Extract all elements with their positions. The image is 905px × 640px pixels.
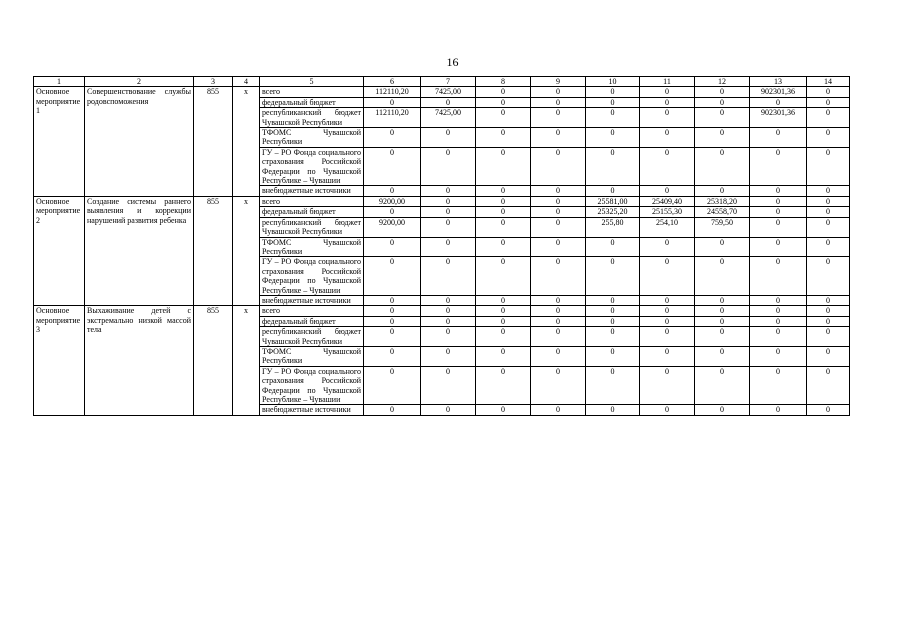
event-description: Выхаживание детей с экстремально низкой массой тела xyxy=(85,306,194,415)
amount-cell: 0 xyxy=(531,207,586,217)
amount-cell: 0 xyxy=(531,186,586,196)
amount-cell: 902301,36 xyxy=(750,108,807,128)
amount-cell: 0 xyxy=(807,97,850,107)
amount-cell: 0 xyxy=(695,186,750,196)
amount-cell: 0 xyxy=(640,87,695,97)
column-number: 2 xyxy=(85,77,194,87)
amount-cell: 0 xyxy=(476,405,531,415)
amount-cell: 0 xyxy=(364,366,421,405)
amount-cell: 0 xyxy=(695,108,750,128)
amount-cell: 0 xyxy=(807,186,850,196)
amount-cell: 0 xyxy=(531,346,586,366)
amount-cell: 254,10 xyxy=(640,217,695,237)
amount-cell: 0 xyxy=(807,346,850,366)
amount-cell: 0 xyxy=(476,295,531,305)
amount-cell: 25325,20 xyxy=(586,207,640,217)
amount-cell: 0 xyxy=(640,327,695,347)
budget-code: 855 xyxy=(194,87,233,196)
amount-cell: 0 xyxy=(640,237,695,257)
table-row xyxy=(34,87,850,97)
amount-cell: 0 xyxy=(421,366,476,405)
amount-cell: 0 xyxy=(364,306,421,316)
amount-cell: 0 xyxy=(750,295,807,305)
amount-cell: 0 xyxy=(531,97,586,107)
amount-cell: 0 xyxy=(750,207,807,217)
amount-cell: 7425,00 xyxy=(421,87,476,97)
amount-cell: 0 xyxy=(476,108,531,128)
amount-cell: 0 xyxy=(364,147,421,186)
amount-cell: 0 xyxy=(586,87,640,97)
amount-cell: 0 xyxy=(695,97,750,107)
amount-cell: 0 xyxy=(586,405,640,415)
amount-cell: 0 xyxy=(421,186,476,196)
amount-cell: 25155,30 xyxy=(640,207,695,217)
amount-cell: 0 xyxy=(531,237,586,257)
amount-cell: 0 xyxy=(586,306,640,316)
column-number: 5 xyxy=(260,77,364,87)
amount-cell: 25409,40 xyxy=(640,196,695,206)
amount-cell: 0 xyxy=(364,237,421,257)
amount-cell: 0 xyxy=(807,217,850,237)
amount-cell: 0 xyxy=(640,257,695,296)
funding-source: внебюджетные источники xyxy=(260,405,364,415)
column-number: 6 xyxy=(364,77,421,87)
amount-cell: 0 xyxy=(421,327,476,347)
amount-cell: 0 xyxy=(421,217,476,237)
amount-cell: 0 xyxy=(640,97,695,107)
event-description: Создание системы раннего выявления и коррекции нарушений развития ребенка xyxy=(85,196,194,305)
amount-cell: 0 xyxy=(695,147,750,186)
amount-cell: 0 xyxy=(364,295,421,305)
funding-source: федеральный бюджет xyxy=(260,207,364,217)
amount-cell: 902301,36 xyxy=(750,87,807,97)
column-number: 3 xyxy=(194,77,233,87)
budget-code: 855 xyxy=(194,306,233,415)
funding-source: внебюджетные источники xyxy=(260,295,364,305)
amount-cell: 0 xyxy=(695,128,750,148)
amount-cell: 0 xyxy=(364,257,421,296)
amount-cell: 112110,20 xyxy=(364,108,421,128)
amount-cell: 0 xyxy=(586,327,640,347)
amount-cell: 0 xyxy=(364,207,421,217)
funding-source: ТФОМС Чувашской Республики xyxy=(260,237,364,257)
amount-cell: 0 xyxy=(640,405,695,415)
column-number: 14 xyxy=(807,77,850,87)
amount-cell: 25581,00 xyxy=(586,196,640,206)
amount-cell: 0 xyxy=(807,237,850,257)
amount-cell: 0 xyxy=(695,366,750,405)
amount-cell: 0 xyxy=(476,147,531,186)
amount-cell: 0 xyxy=(421,237,476,257)
amount-cell: 0 xyxy=(695,327,750,347)
amount-cell: 0 xyxy=(421,405,476,415)
amount-cell: 0 xyxy=(586,108,640,128)
amount-cell: 0 xyxy=(531,196,586,206)
amount-cell: 0 xyxy=(750,97,807,107)
amount-cell: 0 xyxy=(586,366,640,405)
amount-cell: 0 xyxy=(476,207,531,217)
amount-cell: 0 xyxy=(586,128,640,148)
amount-cell: 0 xyxy=(807,108,850,128)
amount-cell: 0 xyxy=(421,207,476,217)
amount-cell: 0 xyxy=(695,257,750,296)
column-number: 10 xyxy=(586,77,640,87)
amount-cell: 0 xyxy=(750,366,807,405)
mark-cell: х xyxy=(233,196,260,305)
funding-table xyxy=(33,76,850,416)
amount-cell: 0 xyxy=(640,346,695,366)
amount-cell: 0 xyxy=(586,237,640,257)
amount-cell: 0 xyxy=(807,316,850,326)
amount-cell: 759,50 xyxy=(695,217,750,237)
amount-cell: 0 xyxy=(364,346,421,366)
amount-cell: 0 xyxy=(476,306,531,316)
column-number: 7 xyxy=(421,77,476,87)
amount-cell: 0 xyxy=(807,306,850,316)
funding-source: внебюджетные источники xyxy=(260,186,364,196)
column-number-row xyxy=(34,77,850,87)
amount-cell: 0 xyxy=(364,186,421,196)
amount-cell: 0 xyxy=(807,405,850,415)
amount-cell: 0 xyxy=(476,87,531,97)
mark-cell: х xyxy=(233,306,260,415)
amount-cell: 0 xyxy=(531,108,586,128)
amount-cell: 0 xyxy=(807,295,850,305)
column-number: 1 xyxy=(34,77,85,87)
amount-cell: 0 xyxy=(476,97,531,107)
amount-cell: 0 xyxy=(750,346,807,366)
amount-cell: 255,80 xyxy=(586,217,640,237)
amount-cell: 0 xyxy=(807,87,850,97)
mark-cell: х xyxy=(233,87,260,196)
funding-source: республиканский бюджет Чувашской Республики xyxy=(260,327,364,347)
amount-cell: 0 xyxy=(640,316,695,326)
amount-cell: 0 xyxy=(750,306,807,316)
funding-source: республиканский бюджет Чувашской Республики xyxy=(260,217,364,237)
amount-cell: 9200,00 xyxy=(364,196,421,206)
event-title: Основное мероприятие 3 xyxy=(34,306,85,415)
amount-cell: 0 xyxy=(750,128,807,148)
amount-cell: 0 xyxy=(421,346,476,366)
amount-cell: 0 xyxy=(476,257,531,296)
amount-cell: 0 xyxy=(750,217,807,237)
amount-cell: 0 xyxy=(695,405,750,415)
amount-cell: 0 xyxy=(586,147,640,186)
amount-cell: 0 xyxy=(586,97,640,107)
amount-cell: 0 xyxy=(807,207,850,217)
amount-cell: 0 xyxy=(586,257,640,296)
table-row xyxy=(34,306,850,316)
amount-cell: 0 xyxy=(807,257,850,296)
amount-cell: 0 xyxy=(586,346,640,366)
amount-cell: 0 xyxy=(640,366,695,405)
funding-source: всего xyxy=(260,87,364,97)
amount-cell: 0 xyxy=(807,147,850,186)
funding-source: ГУ – РО Фонда социального страхования Российской Федерации по Чувашской Республике – Чувашии xyxy=(260,257,364,296)
column-number: 13 xyxy=(750,77,807,87)
amount-cell: 0 xyxy=(640,108,695,128)
amount-cell: 0 xyxy=(695,87,750,97)
amount-cell: 25318,20 xyxy=(695,196,750,206)
amount-cell: 0 xyxy=(807,366,850,405)
amount-cell: 0 xyxy=(750,327,807,347)
amount-cell: 0 xyxy=(531,295,586,305)
amount-cell: 0 xyxy=(640,295,695,305)
amount-cell: 0 xyxy=(640,186,695,196)
amount-cell: 0 xyxy=(750,196,807,206)
amount-cell: 0 xyxy=(476,327,531,347)
amount-cell: 0 xyxy=(750,316,807,326)
funding-source: федеральный бюджет xyxy=(260,316,364,326)
funding-source: всего xyxy=(260,306,364,316)
amount-cell: 0 xyxy=(364,327,421,347)
column-number: 8 xyxy=(476,77,531,87)
column-number: 4 xyxy=(233,77,260,87)
amount-cell: 0 xyxy=(421,128,476,148)
amount-cell: 0 xyxy=(421,196,476,206)
amount-cell: 0 xyxy=(586,186,640,196)
table-row xyxy=(34,196,850,206)
amount-cell: 0 xyxy=(421,306,476,316)
amount-cell: 0 xyxy=(695,237,750,257)
column-number: 9 xyxy=(531,77,586,87)
amount-cell: 0 xyxy=(364,97,421,107)
amount-cell: 0 xyxy=(695,316,750,326)
amount-cell: 0 xyxy=(640,128,695,148)
amount-cell: 0 xyxy=(531,217,586,237)
amount-cell: 0 xyxy=(421,97,476,107)
amount-cell: 112110,20 xyxy=(364,87,421,97)
funding-source: всего xyxy=(260,196,364,206)
amount-cell: 0 xyxy=(695,346,750,366)
amount-cell: 0 xyxy=(531,128,586,148)
amount-cell: 0 xyxy=(421,257,476,296)
amount-cell: 0 xyxy=(476,237,531,257)
amount-cell: 0 xyxy=(531,327,586,347)
amount-cell: 0 xyxy=(531,87,586,97)
event-description: Совершенствование службы родовспоможения xyxy=(85,87,194,196)
budget-code: 855 xyxy=(194,196,233,305)
amount-cell: 0 xyxy=(531,147,586,186)
funding-source: республиканский бюджет Чувашской Республики xyxy=(260,108,364,128)
amount-cell: 0 xyxy=(476,186,531,196)
amount-cell: 0 xyxy=(750,186,807,196)
amount-cell: 0 xyxy=(750,147,807,186)
amount-cell: 0 xyxy=(807,196,850,206)
amount-cell: 0 xyxy=(750,237,807,257)
event-title: Основное мероприятие 2 xyxy=(34,196,85,305)
amount-cell: 0 xyxy=(476,346,531,366)
amount-cell: 0 xyxy=(640,147,695,186)
amount-cell: 0 xyxy=(364,128,421,148)
funding-source: ГУ – РО Фонда социального страхования Российской Федерации по Чувашской Республике – Чувашии xyxy=(260,366,364,405)
amount-cell: 0 xyxy=(476,217,531,237)
funding-source: ГУ – РО Фонда социального страхования Российской Федерации по Чувашской Республике – Чувашии xyxy=(260,147,364,186)
amount-cell: 0 xyxy=(476,196,531,206)
amount-cell: 0 xyxy=(364,316,421,326)
amount-cell: 0 xyxy=(364,405,421,415)
amount-cell: 0 xyxy=(807,128,850,148)
amount-cell: 0 xyxy=(750,405,807,415)
column-number: 11 xyxy=(640,77,695,87)
amount-cell: 0 xyxy=(421,147,476,186)
event-title: Основное мероприятие 1 xyxy=(34,87,85,196)
column-number: 12 xyxy=(695,77,750,87)
funding-source: ТФОМС Чувашской Республики xyxy=(260,346,364,366)
amount-cell: 0 xyxy=(586,295,640,305)
amount-cell: 0 xyxy=(750,257,807,296)
amount-cell: 0 xyxy=(531,257,586,296)
amount-cell: 0 xyxy=(695,295,750,305)
amount-cell: 0 xyxy=(476,366,531,405)
amount-cell: 0 xyxy=(531,366,586,405)
amount-cell: 0 xyxy=(476,128,531,148)
amount-cell: 0 xyxy=(531,316,586,326)
page-number: 16 xyxy=(446,55,459,69)
amount-cell: 0 xyxy=(807,327,850,347)
amount-cell: 0 xyxy=(421,316,476,326)
amount-cell: 24558,70 xyxy=(695,207,750,217)
amount-cell: 7425,00 xyxy=(421,108,476,128)
amount-cell: 0 xyxy=(695,306,750,316)
amount-cell: 0 xyxy=(421,295,476,305)
amount-cell: 0 xyxy=(531,405,586,415)
amount-cell: 9200,00 xyxy=(364,217,421,237)
amount-cell: 0 xyxy=(586,316,640,326)
funding-source: ТФОМС Чувашской Республики xyxy=(260,128,364,148)
amount-cell: 0 xyxy=(531,306,586,316)
amount-cell: 0 xyxy=(476,316,531,326)
amount-cell: 0 xyxy=(640,306,695,316)
funding-source: федеральный бюджет xyxy=(260,97,364,107)
